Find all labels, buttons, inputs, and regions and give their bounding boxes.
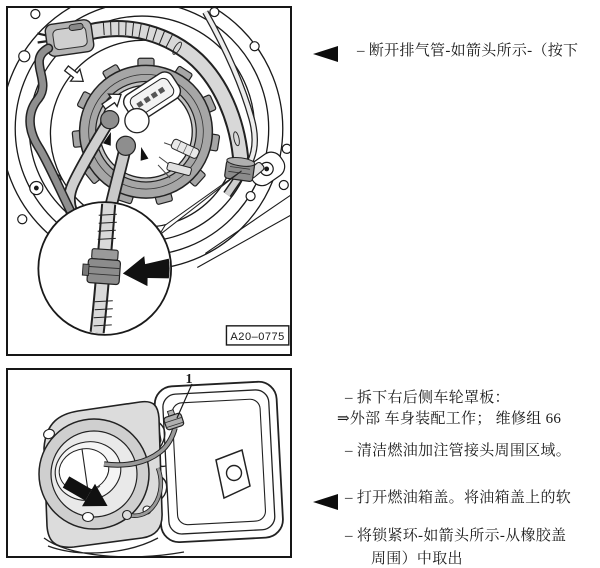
- center-boss: [125, 109, 149, 133]
- instruction-line: – 将锁紧环-如箭头所示-从橡胶盖: [345, 528, 566, 545]
- pointer-triangle: [313, 494, 338, 510]
- instruction-line: – 打开燃油箱盖。将油箱盖上的软: [345, 490, 571, 507]
- figure-fuel-flange: [6, 6, 292, 356]
- instruction-line: – 清洁燃油加注管接头周围区域。: [345, 443, 571, 460]
- detail-inset: [38, 202, 181, 336]
- hose-clamp: [19, 19, 95, 62]
- svg-text:A20–0775: A20–0775: [230, 331, 284, 343]
- fuel-filler-illustration: [8, 370, 290, 556]
- instruction-line-wrap: 周围）中取出: [371, 551, 463, 568]
- svg-text:1: 1: [186, 372, 193, 387]
- instruction-reference-line: ⇒外部 车身装配工作； 维修组 66: [337, 411, 561, 428]
- filler-housing: [39, 402, 162, 548]
- figure-label: [226, 326, 288, 345]
- instruction-line: – 拆下右后侧车轮罩板：: [345, 390, 510, 407]
- instruction-line: – 断开排气管-如箭头所示-（按下: [357, 43, 578, 60]
- locking-ring: [72, 58, 220, 204]
- pointer-triangle: [313, 46, 338, 62]
- figure-fuel-filler: [6, 368, 292, 558]
- fuel-flange-illustration: [8, 8, 290, 354]
